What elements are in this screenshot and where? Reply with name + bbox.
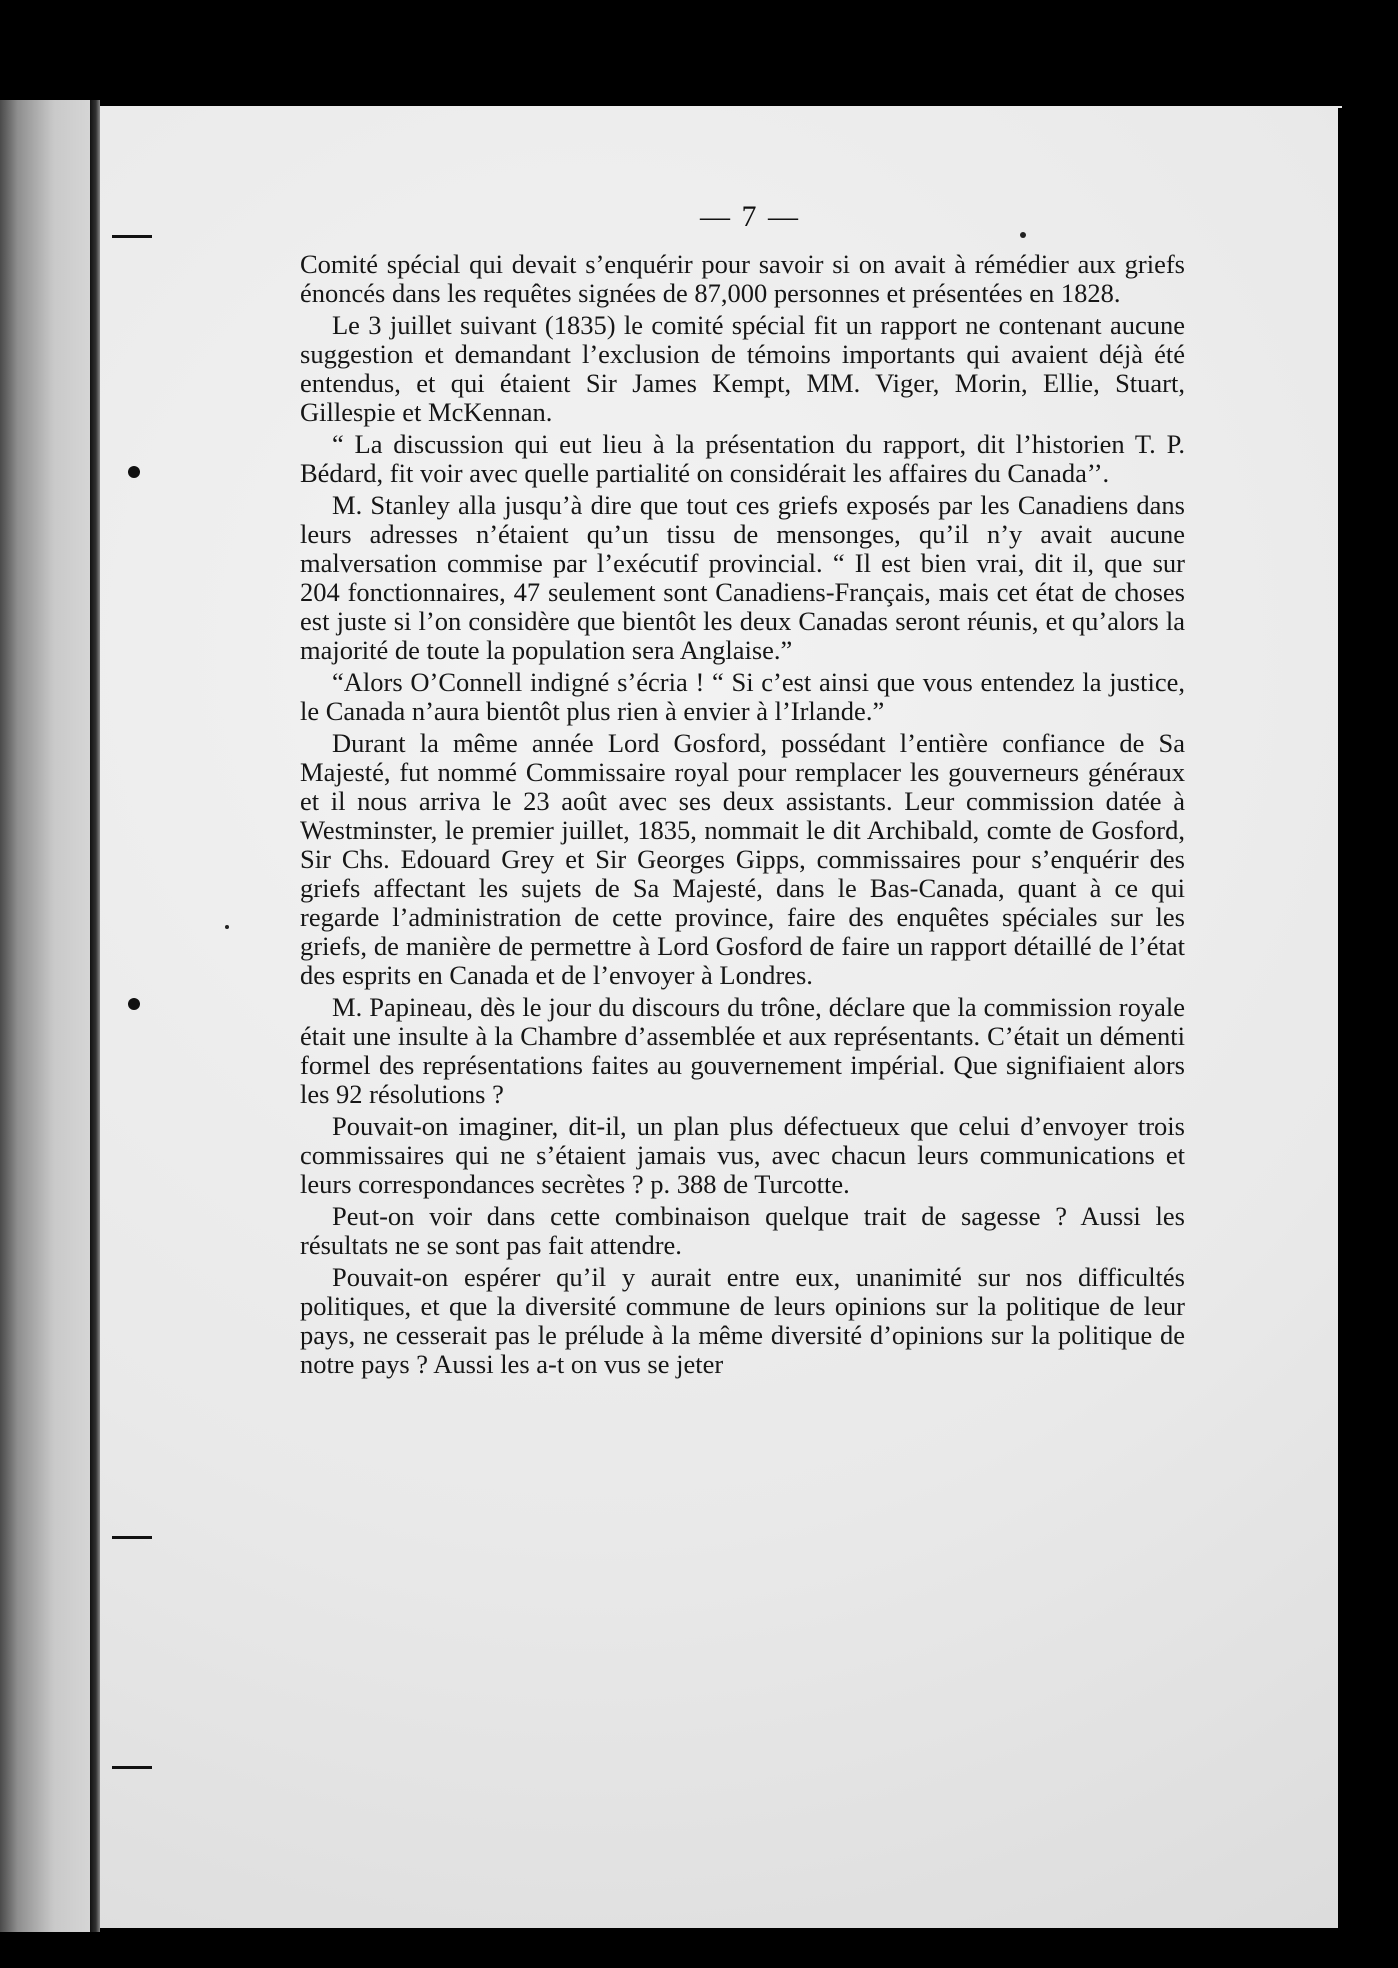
paragraph: M. Stanley alla jusqu’à dire que tout ces griefs exposés par les Canadiens dans leurs adresses n’étaient qu’un tissu de mensonges, qu’il n’y avait aucune malversation commise par l’exécutif provincial. “ Il est bien vrai, dit il, que sur 204 fonctionnaires, 47 seulement sont Canadiens-Français, mais cet état de choses est juste si l’on considère que bientôt les deux Canadas seront réunis, et qu’alors la majorité de toute la population sera Anglaise.” bbox=[300, 490, 1185, 665]
margin-mark bbox=[112, 235, 152, 238]
paragraph: Comité spécial qui devait s’enquérir pour savoir si on avait à rémédier aux griefs énoncés dans les requêtes signées de 87,000 personnes et présentées en 1828. bbox=[300, 249, 1185, 308]
page-body bbox=[300, 250, 1185, 1382]
paragraph: M. Papineau, dès le jour du discours du trône, déclare que la commission royale était une insulte à la Chambre d’assemblée et aux représentants. C’était un démenti formel des représentations faites au gouvernement impérial. Que signifiaient alors les 92 résolutions ? bbox=[300, 992, 1185, 1109]
margin-mark bbox=[128, 466, 140, 478]
paragraph: Pouvait-on espérer qu’il y aurait entre eux, unanimité sur nos difficultés politiques, et que la diversité commune de leurs opinions sur la politique de leur pays, ne cesserait pas le prélude à la même diversité d’opinions sur la politique de notre pays ? Aussi les a-t on vus se jeter bbox=[300, 1262, 1185, 1379]
margin-mark bbox=[112, 1536, 152, 1539]
paragraph: “Alors O’Connell indigné s’écria ! “ Si c’est ainsi que vous entendez la justice, le Canada n’aura bientôt plus rien à envier à l’Irlande.” bbox=[300, 667, 1185, 726]
margin-mark bbox=[128, 998, 140, 1010]
paragraph: Le 3 juillet suivant (1835) le comité spécial fit un rapport ne contenant aucune suggestion et demandant l’exclusion de témoins importants qui avaient déjà été entendus, et qui étaient Sir James Kempt, MM. Viger, Morin, Ellie, Stuart, Gillespie et McKennan. bbox=[300, 310, 1185, 427]
page-number: — 7 — bbox=[700, 200, 800, 233]
paragraph: Peut-on voir dans cette combinaison quelque trait de sagesse ? Aussi les résultats ne se sont pas fait attendre. bbox=[300, 1201, 1185, 1260]
paragraph: Pouvait-on imaginer, dit-il, un plan plus défectueux que celui d’envoyer trois commissaires qui ne s’étaient jamais vus, avec chacun leurs communications et leurs correspondances secrètes ? p. 388 de Turcotte. bbox=[300, 1111, 1185, 1199]
paragraph: Durant la même année Lord Gosford, possédant l’entière confiance de Sa Majesté, fut nommé Commissaire royal pour remplacer les gouverneurs généraux et il nous arriva le 23 août avec ses deux assistants. Leur commission datée à Westminster, le premier juillet, 1835, nommait le dit Archibald, comte de Gosford, Sir Chs. Edouard Grey et Sir Georges Gipps, commissaires pour s’enquérir des griefs affectant les sujets de Sa Majesté, dans le Bas-Canada, quant à ce qui regarde l’administration de cette province, faire des enquêtes spéciales sur les griefs, de manière de permettre à Lord Gosford de faire un rapport détaillé de l’état des esprits en Canada et de l’envoyer à Londres. bbox=[300, 728, 1185, 990]
paragraph: “ La discussion qui eut lieu à la présentation du rapport, dit l’historien T. P. Bédard, fit voir avec quelle partialité on considérait les affaires du Canada’’. bbox=[300, 429, 1185, 488]
book-binding bbox=[90, 100, 100, 1932]
page-speck bbox=[225, 925, 229, 929]
margin-mark bbox=[112, 1766, 152, 1769]
facing-page-edge bbox=[0, 100, 98, 1932]
page-speck bbox=[1020, 232, 1026, 238]
right-border bbox=[1338, 108, 1398, 1928]
